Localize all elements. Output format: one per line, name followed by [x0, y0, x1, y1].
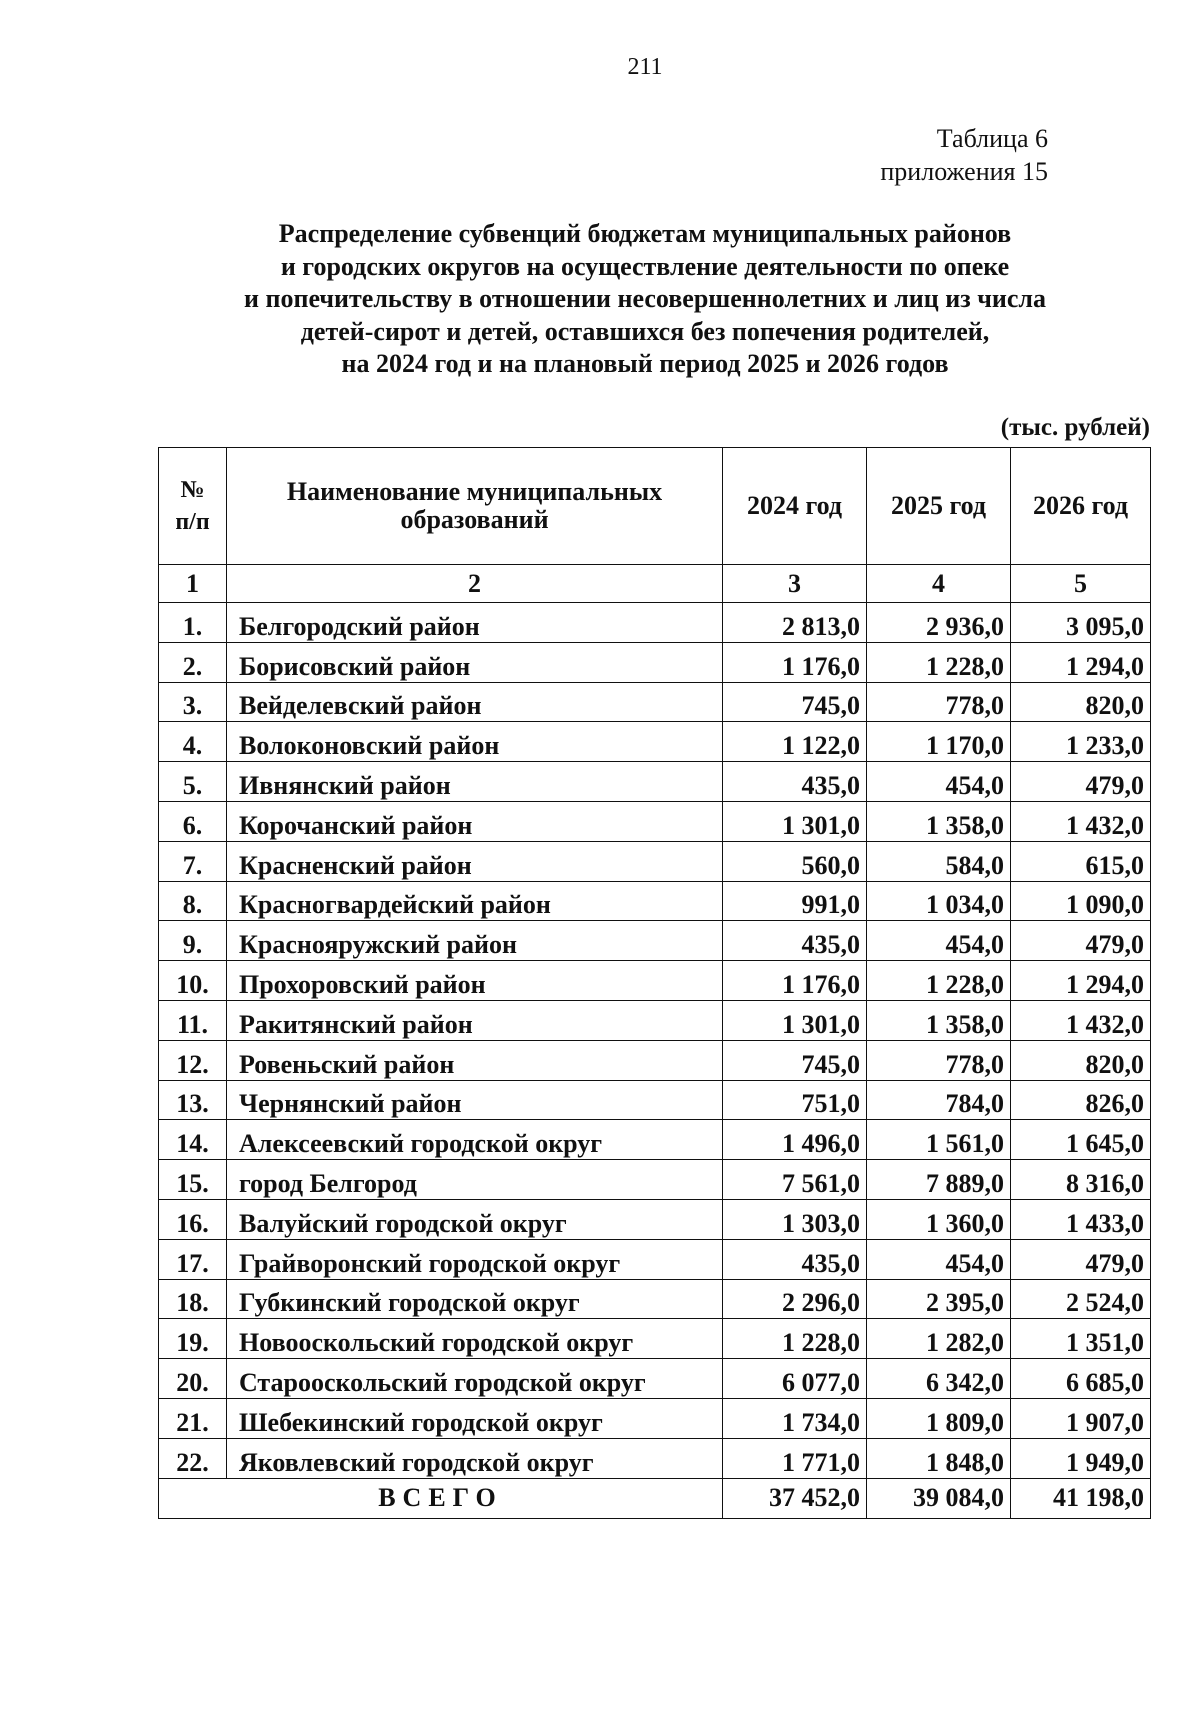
table-row	[159, 1000, 1151, 1040]
row-value-2025: 1 282,0	[867, 1319, 1011, 1359]
table-row	[159, 961, 1151, 1001]
table-row	[159, 642, 1151, 682]
units-label: (тыс. рублей)	[1000, 414, 1150, 441]
row-name: Валуйский городской округ	[227, 1199, 723, 1239]
row-value-2024: 991,0	[723, 881, 867, 921]
row-number: 2.	[159, 642, 227, 682]
header-name	[227, 448, 723, 565]
header-number-line2: п/п	[175, 509, 210, 535]
row-value-2024: 6 077,0	[723, 1359, 867, 1399]
row-value-2026: 1 949,0	[1011, 1438, 1151, 1478]
row-name: Грайворонский городской округ	[227, 1239, 723, 1279]
row-value-2026: 479,0	[1011, 762, 1151, 802]
row-name: город Белгород	[227, 1160, 723, 1200]
row-number: 18.	[159, 1279, 227, 1319]
row-value-2024: 1 496,0	[723, 1120, 867, 1160]
row-name: Чернянский район	[227, 1080, 723, 1120]
table-row	[159, 881, 1151, 921]
row-number: 3.	[159, 682, 227, 722]
total-value-2024: 37 452,0	[723, 1478, 867, 1518]
row-number: 6.	[159, 801, 227, 841]
table-row	[159, 722, 1151, 762]
row-value-2026: 1 432,0	[1011, 801, 1151, 841]
row-number: 9.	[159, 921, 227, 961]
row-value-2026: 1 090,0	[1011, 881, 1151, 921]
table-row	[159, 1359, 1151, 1399]
row-name: Прохоровский район	[227, 961, 723, 1001]
row-name: Старооскольский городской округ	[227, 1359, 723, 1399]
row-number: 19.	[159, 1319, 227, 1359]
header-name-line1: Наименование муниципальных	[286, 477, 663, 506]
title-line1: Распределение субвенций бюджетам муниципальных районов	[278, 219, 1012, 248]
row-value-2026: 826,0	[1011, 1080, 1151, 1120]
table-row	[159, 841, 1151, 881]
row-value-2025: 454,0	[867, 921, 1011, 961]
table-header-row	[159, 448, 1151, 565]
row-number: 8.	[159, 881, 227, 921]
row-value-2025: 7 889,0	[867, 1160, 1011, 1200]
row-value-2025: 454,0	[867, 1239, 1011, 1279]
row-value-2024: 2 296,0	[723, 1279, 867, 1319]
header-number	[159, 448, 227, 565]
row-number: 15.	[159, 1160, 227, 1200]
table-row	[159, 1279, 1151, 1319]
row-value-2025: 1 848,0	[867, 1438, 1011, 1478]
table-reference-line1: Таблица 6	[936, 124, 1048, 153]
header-2025: 2025 год	[867, 448, 1011, 565]
table-row	[159, 1120, 1151, 1160]
row-name: Яковлевский городской округ	[227, 1438, 723, 1478]
row-value-2024: 435,0	[723, 762, 867, 802]
row-value-2024: 2 813,0	[723, 603, 867, 643]
row-number: 11.	[159, 1000, 227, 1040]
row-value-2026: 1 294,0	[1011, 961, 1151, 1001]
table-row	[159, 921, 1151, 961]
row-name: Красногвардейский район	[227, 881, 723, 921]
header-name-line2: образований	[400, 505, 549, 534]
table-row	[159, 1319, 1151, 1359]
table-reference-line2: приложения 15	[880, 157, 1048, 186]
row-value-2026: 615,0	[1011, 841, 1151, 881]
row-value-2024: 1 771,0	[723, 1438, 867, 1478]
column-number: 4	[867, 565, 1011, 603]
row-value-2026: 3 095,0	[1011, 603, 1151, 643]
column-number: 1	[159, 565, 227, 603]
table-row	[159, 1438, 1151, 1478]
title-line5: на 2024 год и на плановый период 2025 и 2026 годов	[341, 349, 949, 378]
title-line4: детей-сирот и детей, оставшихся без попечения родителей,	[300, 316, 990, 346]
row-value-2025: 1 809,0	[867, 1398, 1011, 1438]
row-value-2024: 1 301,0	[723, 801, 867, 841]
row-name: Ивнянский район	[227, 762, 723, 802]
row-value-2026: 6 685,0	[1011, 1359, 1151, 1399]
total-label: ВСЕГО	[159, 1478, 723, 1518]
row-value-2025: 1 034,0	[867, 881, 1011, 921]
column-number: 3	[723, 565, 867, 603]
row-number: 17.	[159, 1239, 227, 1279]
row-value-2024: 1 228,0	[723, 1319, 867, 1359]
row-value-2025: 778,0	[867, 1040, 1011, 1080]
row-value-2024: 7 561,0	[723, 1160, 867, 1200]
row-name: Корочанский район	[227, 801, 723, 841]
header-2024: 2024 год	[723, 448, 867, 565]
row-value-2025: 1 360,0	[867, 1199, 1011, 1239]
table-row	[159, 1239, 1151, 1279]
row-number: 4.	[159, 722, 227, 762]
row-number: 22.	[159, 1438, 227, 1478]
row-number: 1.	[159, 603, 227, 643]
table-row	[159, 682, 1151, 722]
row-name: Красненский район	[227, 841, 723, 881]
title-line3: и попечительству в отношении несовершеннолетних и лиц из числа	[244, 284, 1046, 313]
table-row	[159, 801, 1151, 841]
table-row	[159, 1080, 1151, 1120]
row-value-2025: 1 228,0	[867, 642, 1011, 682]
row-value-2026: 820,0	[1011, 682, 1151, 722]
row-value-2024: 745,0	[723, 1040, 867, 1080]
row-value-2025: 6 342,0	[867, 1359, 1011, 1399]
column-number: 5	[1011, 565, 1151, 603]
row-value-2025: 454,0	[867, 762, 1011, 802]
row-number: 13.	[159, 1080, 227, 1120]
row-value-2025: 584,0	[867, 841, 1011, 881]
row-value-2024: 745,0	[723, 682, 867, 722]
row-value-2026: 2 524,0	[1011, 1279, 1151, 1319]
document-title	[0, 218, 1200, 381]
row-value-2025: 1 170,0	[867, 722, 1011, 762]
row-name: Новооскольский городской округ	[227, 1319, 723, 1359]
row-value-2025: 1 561,0	[867, 1120, 1011, 1160]
row-number: 5.	[159, 762, 227, 802]
table-row	[159, 1160, 1151, 1200]
row-number: 16.	[159, 1199, 227, 1239]
row-value-2025: 1 358,0	[867, 1000, 1011, 1040]
row-value-2026: 1 432,0	[1011, 1000, 1151, 1040]
row-value-2026: 1 233,0	[1011, 722, 1151, 762]
row-value-2025: 1 228,0	[867, 961, 1011, 1001]
row-number: 10.	[159, 961, 227, 1001]
table-reference	[880, 122, 1048, 188]
row-value-2026: 479,0	[1011, 1239, 1151, 1279]
row-value-2025: 778,0	[867, 682, 1011, 722]
row-name: Шебекинский городской округ	[227, 1398, 723, 1438]
row-name: Волоконовский район	[227, 722, 723, 762]
row-value-2026: 820,0	[1011, 1040, 1151, 1080]
row-value-2025: 1 358,0	[867, 801, 1011, 841]
row-name: Борисовский район	[227, 642, 723, 682]
row-number: 20.	[159, 1359, 227, 1399]
row-value-2024: 435,0	[723, 1239, 867, 1279]
row-value-2024: 1 734,0	[723, 1398, 867, 1438]
row-number: 21.	[159, 1398, 227, 1438]
table-row	[159, 603, 1151, 643]
row-value-2024: 751,0	[723, 1080, 867, 1120]
row-value-2024: 435,0	[723, 921, 867, 961]
row-value-2026: 1 907,0	[1011, 1398, 1151, 1438]
title-line2: и городских округов на осуществление деятельности по опеке	[280, 251, 1010, 281]
table-row	[159, 1199, 1151, 1239]
row-value-2026: 8 316,0	[1011, 1160, 1151, 1200]
row-value-2026: 1 433,0	[1011, 1199, 1151, 1239]
row-value-2025: 2 936,0	[867, 603, 1011, 643]
row-value-2025: 784,0	[867, 1080, 1011, 1120]
column-number-row	[159, 565, 1151, 603]
table-row	[159, 1040, 1151, 1080]
row-value-2025: 2 395,0	[867, 1279, 1011, 1319]
row-number: 14.	[159, 1120, 227, 1160]
page-number: 211	[627, 54, 663, 80]
row-value-2026: 479,0	[1011, 921, 1151, 961]
row-value-2024: 1 303,0	[723, 1199, 867, 1239]
row-value-2026: 1 294,0	[1011, 642, 1151, 682]
total-value-2025: 39 084,0	[867, 1478, 1011, 1518]
table-row	[159, 762, 1151, 802]
row-number: 12.	[159, 1040, 227, 1080]
header-number-line1: №	[180, 477, 205, 503]
row-value-2026: 1 645,0	[1011, 1120, 1151, 1160]
total-value-2026: 41 198,0	[1011, 1478, 1151, 1518]
table-body	[159, 603, 1151, 1519]
column-number: 2	[227, 565, 723, 603]
row-name: Ракитянский район	[227, 1000, 723, 1040]
header-2026: 2026 год	[1011, 448, 1151, 565]
table-row	[159, 1398, 1151, 1438]
row-name: Белгородский район	[227, 603, 723, 643]
row-name: Ровеньский район	[227, 1040, 723, 1080]
row-name: Вейделевский район	[227, 682, 723, 722]
row-number: 7.	[159, 841, 227, 881]
row-value-2026: 1 351,0	[1011, 1319, 1151, 1359]
total-row	[159, 1478, 1151, 1518]
subventions-table	[158, 447, 1151, 1519]
row-value-2024: 1 122,0	[723, 722, 867, 762]
row-name: Губкинский городской округ	[227, 1279, 723, 1319]
row-name: Краснояружский район	[227, 921, 723, 961]
row-value-2024: 1 176,0	[723, 961, 867, 1001]
row-value-2024: 1 301,0	[723, 1000, 867, 1040]
row-name: Алексеевский городской округ	[227, 1120, 723, 1160]
row-value-2024: 1 176,0	[723, 642, 867, 682]
row-value-2024: 560,0	[723, 841, 867, 881]
